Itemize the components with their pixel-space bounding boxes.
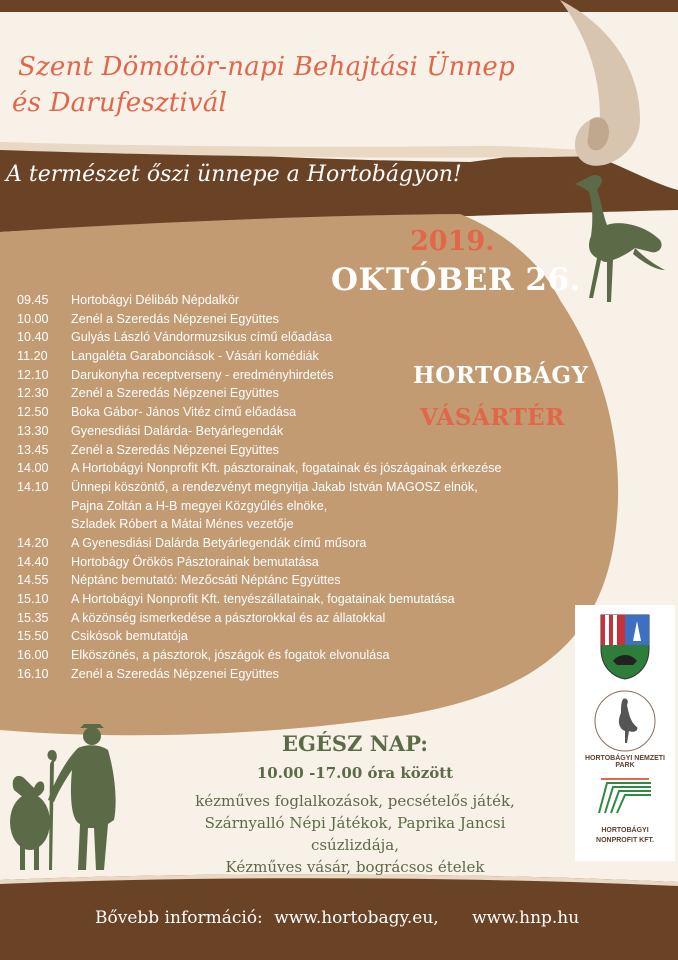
location-venue: VÁSÁRTÉR <box>420 404 565 431</box>
program-time <box>17 497 71 516</box>
program-row <box>17 384 502 403</box>
program-time: 14.20 <box>17 535 49 550</box>
program-row <box>17 328 502 347</box>
all-day-item: Kézműves vásár, bográcsos ételek <box>225 858 485 876</box>
footer-link-hortobagy[interactable]: www.hortobagy.eu, <box>274 908 439 928</box>
program-row <box>17 422 502 441</box>
date-day: OKTÓBER 26. <box>331 262 581 298</box>
program-time: 11.20 <box>17 349 48 364</box>
footer-info <box>95 908 579 928</box>
program-row <box>17 459 502 478</box>
all-day-item: Szárnyalló Népi Játékok, Paprika Jancsi csúzlizdája, <box>204 814 506 854</box>
program-row <box>17 553 502 572</box>
program-time <box>17 515 71 534</box>
program-event: Hortobágyi Délibáb Népdalkör <box>71 293 240 307</box>
program-row <box>17 497 502 516</box>
program-event: A közönség ismerkedése a pásztorokkal és az állatokkal <box>71 610 386 625</box>
program-time: 15.50 <box>17 629 49 644</box>
program-time: 09.45 <box>17 293 49 307</box>
program-event: Ünnepi köszöntő, a rendezvényt megnyitja Jakab István MAGOSZ elnök, <box>71 479 478 494</box>
footer-label: Bővebb információ: <box>95 908 263 928</box>
program-time: 13.45 <box>17 442 49 457</box>
program-time: 15.10 <box>17 592 49 606</box>
program-event: Langaléta Garabonciások - Vásári komédiák <box>71 349 319 364</box>
program-event: Hortobágy Örökös Pásztorainak bemutatása <box>71 554 319 569</box>
program-event: Szladek Róbert a Mátai Ménes vezetője <box>71 517 294 532</box>
program-list <box>17 291 502 683</box>
program-time: 10.40 <box>17 330 49 345</box>
program-event: A Gyenesdiási Dalárda Betyárlegendák című műsora <box>71 535 367 550</box>
program-event: A Hortobágyi Nonprofit Kft. pásztorainak, fogatainak és jószágainak érkezése <box>71 461 502 476</box>
program-time: 14.10 <box>17 479 49 494</box>
program-event: Pajna Zoltán a H-B megyei Közgyűlés elnöke, <box>71 498 328 513</box>
program-time: 16.00 <box>17 648 49 663</box>
program-row <box>17 478 502 497</box>
nonprofit-kft-label-2: NONPROFIT KFT. <box>596 837 654 844</box>
program-event: Boka Gábor- János Vitéz című előadása <box>71 405 297 420</box>
national-park-label: HORTOBÁGYI NEMZETI PARK <box>585 755 665 769</box>
shepherd-icon <box>0 720 140 880</box>
program-row <box>17 646 502 665</box>
program-time: 12.10 <box>17 367 49 382</box>
program-row <box>17 441 502 460</box>
all-day-heading: EGÉSZ NAP: <box>281 731 429 756</box>
program-row <box>17 665 502 684</box>
crane-icon <box>565 170 675 310</box>
location-name: HORTOBÁGY <box>413 362 589 389</box>
nonprofit-kft-logo-icon <box>593 773 657 817</box>
program-event: Gulyás László Vándormuzsikus című előadása <box>71 330 333 345</box>
program-row <box>17 609 502 628</box>
program-time: 12.50 <box>17 405 49 420</box>
program-event: A Hortobágyi Nonprofit Kft. tenyészállatainak, fogatainak bemutatása <box>71 592 455 606</box>
program-row <box>17 403 502 422</box>
event-title-line1: Szent Dömötör-napi Behajtási Ünnep <box>18 52 515 82</box>
program-row <box>17 571 502 590</box>
program-row <box>17 627 502 646</box>
program-event: Csikósok bemutatója <box>71 629 188 644</box>
program-time: 10.00 <box>17 311 49 326</box>
program-row <box>17 347 502 366</box>
program-row <box>17 534 502 553</box>
program-row <box>17 310 502 329</box>
all-day-item: kézműves foglalkozások, pecsételős játék, <box>195 792 515 810</box>
program-time: 13.30 <box>17 423 49 438</box>
nonprofit-kft-label-1: HORTOBÁGYI <box>601 827 649 834</box>
all-day-hours: 10.00 -17.00 óra között <box>256 764 454 782</box>
program-event: Elköszönés, a pásztorok, jószágok és fogatok elvonulása <box>71 648 390 663</box>
program-time: 14.00 <box>17 461 49 476</box>
program-time: 14.40 <box>17 554 49 569</box>
program-event: Darukonyha receptverseny - eredményhirdetés <box>71 367 334 382</box>
event-title-line2: és Darufesztivál <box>12 88 228 118</box>
national-park-logo-icon <box>589 685 661 757</box>
program-event: Zenél a Szeredás Népzenei Együttes <box>71 442 279 457</box>
program-event: Zenél a Szeredás Népzenei Együttes <box>71 311 279 326</box>
program-row <box>17 366 502 385</box>
date-year: 2019. <box>410 226 495 257</box>
program-time: 16.10 <box>17 666 49 681</box>
program-row <box>17 590 502 609</box>
sponsor-panel <box>575 605 675 861</box>
footer-link-hnp[interactable]: www.hnp.hu <box>472 908 580 928</box>
program-event: Gyenesdiási Dalárda- Betyárlegendák <box>71 423 284 438</box>
program-time: 14.55 <box>17 573 49 588</box>
program-row <box>17 515 502 534</box>
program-event: Néptánc bemutató: Mezőcsáti Néptánc Együttes <box>71 573 341 588</box>
program-event: Zenél a Szeredás Népzenei Együttes <box>71 666 279 681</box>
program-event: Zenél a Szeredás Népzenei Együttes <box>71 386 279 401</box>
program-time: 12.30 <box>17 386 49 401</box>
program-row <box>17 291 502 310</box>
motto: A természet őszi ünnepe a Hortobágyon! <box>6 162 462 187</box>
all-day-section <box>160 730 550 878</box>
coat-of-arms-icon <box>597 611 653 681</box>
program-time: 15.35 <box>17 610 49 625</box>
